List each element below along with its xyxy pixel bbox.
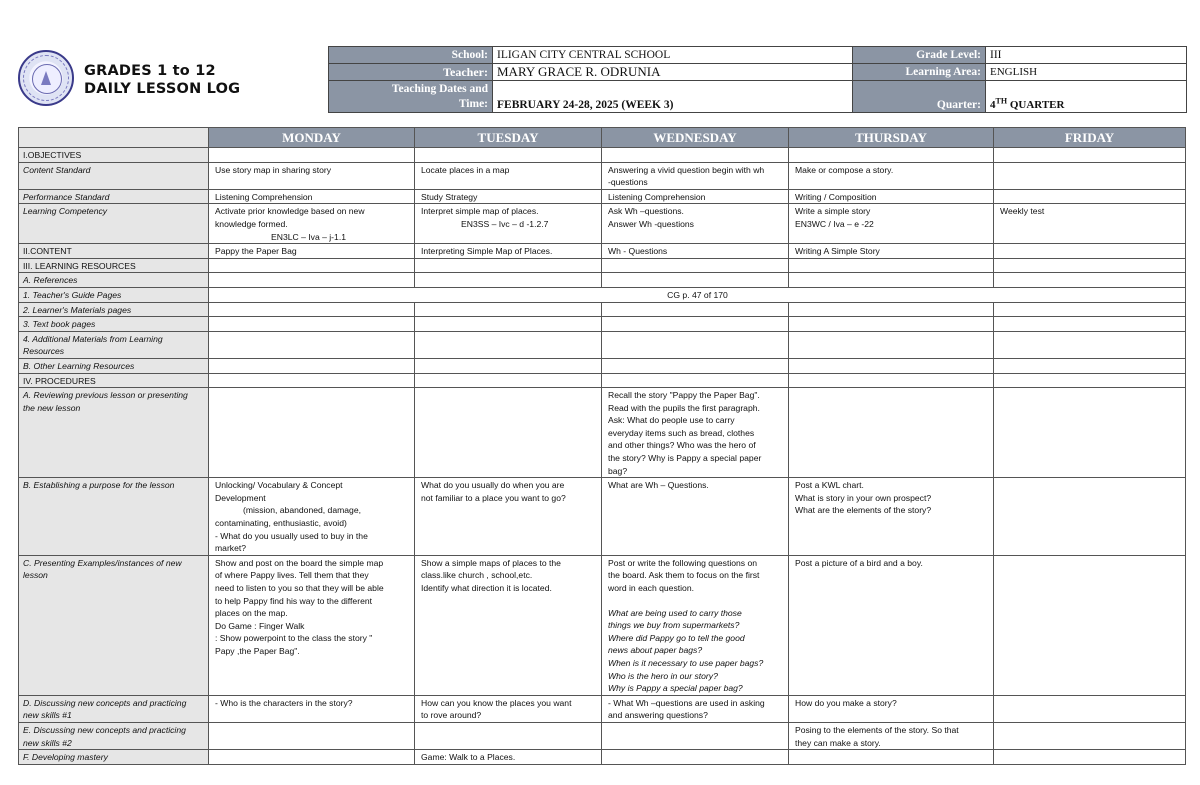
learning-competency-thu: Write a simple story EN3WC / Iva – e -22 bbox=[789, 204, 994, 244]
teaching-dates-label bbox=[329, 81, 493, 113]
proc-b-wed: What are Wh – Questions. bbox=[602, 478, 789, 556]
proc-e-label: E. Discussing new concepts and practicing new skills #2 bbox=[19, 722, 209, 749]
learning-competency-label: Learning Competency bbox=[19, 204, 209, 244]
content-label: II.CONTENT bbox=[19, 244, 209, 259]
proc-d-label: D. Discussing new concepts and practicing new skills #1 bbox=[19, 695, 209, 722]
day-wednesday: WEDNESDAY bbox=[602, 128, 789, 148]
teaching-dates-label-line2: Time: bbox=[458, 98, 488, 110]
grade-level-label: Grade Level: bbox=[853, 47, 986, 64]
proc-b-tue: What do you usually do when you are not familiar to a place you want to go? bbox=[415, 478, 602, 556]
daily-lesson-log-table bbox=[18, 127, 1186, 765]
table-row bbox=[19, 722, 1186, 749]
day-friday: FRIDAY bbox=[994, 128, 1186, 148]
teacher-label: Teacher: bbox=[329, 64, 493, 81]
learning-resources-label: III. LEARNING RESOURCES bbox=[19, 258, 209, 273]
proc-c-wed: Post or write the following questions on the board. Ask them to focus on the first word in each question. What are being used to carry those things we buy from supermarkets? Where did Pappy go to tell the good news about paper bags? When is it necessary to use paper bags? Who is the hero in our story? Why is Pappy a special paper bag? bbox=[602, 555, 789, 695]
table-row bbox=[19, 148, 1186, 163]
table-row bbox=[19, 750, 1186, 765]
document-title bbox=[84, 62, 240, 98]
corner-cell bbox=[19, 128, 209, 148]
proc-e-thu: Posing to the elements of the story. So that they can make a story. bbox=[789, 722, 994, 749]
content-mon: Pappy the Paper Bag bbox=[209, 244, 415, 259]
proc-c-mon: Show and post on the board the simple map of where Pappy lives. Tell them that they need to listen to you so that they will be able to help Pappy find his way to the different places on the map. Do Game : Finger Walk : Show powerpoint to the class the story " Papy ,the Paper Bag". bbox=[209, 555, 415, 695]
teaching-dates-value bbox=[493, 81, 853, 113]
table-row bbox=[19, 273, 1186, 288]
proc-b-label: B. Establishing a purpose for the lesson bbox=[19, 478, 209, 556]
learning-area-label: Learning Area: bbox=[853, 64, 986, 81]
content-standard-label: Content Standard bbox=[19, 162, 209, 189]
proc-b-thu: Post a KWL chart. What is story in your own prospect? What are the elements of the story? bbox=[789, 478, 994, 556]
header-info-table bbox=[328, 46, 1187, 113]
table-row bbox=[19, 287, 1186, 302]
proc-d-tue: How can you know the places you want to rove around? bbox=[415, 695, 602, 722]
proc-d-thu: How do you make a story? bbox=[789, 695, 994, 722]
quarter-suffix: TH bbox=[995, 96, 1008, 106]
quarter-value bbox=[986, 81, 1187, 113]
performance-standard-tue: Study Strategy bbox=[415, 189, 602, 204]
proc-c-thu: Post a picture of a bird and a boy. bbox=[789, 555, 994, 695]
learning-competency-tue: Interpret simple map of places. EN3SS – Ivc – d -1.2.7 bbox=[415, 204, 602, 244]
proc-c-tue: Show a simple maps of places to the class.like church , school,etc. Identify what direction it is located. bbox=[415, 555, 602, 695]
school-label: School: bbox=[329, 47, 493, 64]
table-row bbox=[19, 258, 1186, 273]
school-value: ILIGAN CITY CENTRAL SCHOOL bbox=[493, 47, 853, 64]
quarter-number: 4 bbox=[990, 99, 996, 111]
teachers-guide-value: CG p. 47 of 170 bbox=[209, 287, 1186, 302]
procedures-label: IV. PROCEDURES bbox=[19, 373, 209, 388]
proc-c-label: C. Presenting Examples/instances of new lesson bbox=[19, 555, 209, 695]
quarter-label: Quarter: bbox=[853, 81, 986, 113]
content-wed: Wh - Questions bbox=[602, 244, 789, 259]
proc-a-wed: Recall the story "Pappy the Paper Bag". Read with the pupils the first paragraph. Ask: What do people use to carry everyday items such as bread, clothes and other things? Who was the hero of the story? Why is Pappy a special paper bag? bbox=[602, 388, 789, 478]
textbook-pages-label: 3. Text book pages bbox=[19, 317, 209, 332]
teaching-dates-label-line1: Teaching Dates and bbox=[391, 83, 488, 95]
proc-d-mon: - Who is the characters in the story? bbox=[209, 695, 415, 722]
day-thursday: THURSDAY bbox=[789, 128, 994, 148]
proc-b-mon: Unlocking/ Vocabulary & Concept Development (mission, abandoned, damage, contaminating, enthusiastic, avoid) - What do you usually used to buy in the market? bbox=[209, 478, 415, 556]
title-line-2: DAILY LESSON LOG bbox=[84, 81, 241, 97]
teachers-guide-label: 1. Teacher's Guide Pages bbox=[19, 287, 209, 302]
table-row bbox=[19, 478, 1186, 556]
table-row bbox=[19, 189, 1186, 204]
proc-f-label: F. Developing mastery bbox=[19, 750, 209, 765]
learning-competency-fri: Weekly test bbox=[994, 204, 1186, 244]
references-label: A. References bbox=[19, 273, 209, 288]
performance-standard-mon: Listening Comprehension bbox=[209, 189, 415, 204]
table-row bbox=[19, 388, 1186, 478]
learning-area-value: ENGLISH bbox=[986, 64, 1187, 81]
day-monday: MONDAY bbox=[209, 128, 415, 148]
table-row bbox=[19, 555, 1186, 695]
performance-standard-wed: Listening Comprehension bbox=[602, 189, 789, 204]
table-row bbox=[19, 358, 1186, 373]
quarter-text: QUARTER bbox=[1007, 99, 1065, 111]
learning-competency-wed: Ask Wh –questions. Answer Wh -questions bbox=[602, 204, 789, 244]
table-row bbox=[19, 244, 1186, 259]
other-resources-label: B. Other Learning Resources bbox=[19, 358, 209, 373]
table-row bbox=[19, 373, 1186, 388]
deped-seal-logo bbox=[18, 50, 74, 106]
table-row bbox=[19, 162, 1186, 189]
proc-f-tue: Game: Walk to a Places. bbox=[415, 750, 602, 765]
content-standard-thu: Make or compose a story. bbox=[789, 162, 994, 189]
content-tue: Interpreting Simple Map of Places. bbox=[415, 244, 602, 259]
day-tuesday: TUESDAY bbox=[415, 128, 602, 148]
performance-standard-label: Performance Standard bbox=[19, 189, 209, 204]
teacher-value: MARY GRACE R. ODRUNIA bbox=[493, 64, 853, 81]
objectives-label: I.OBJECTIVES bbox=[19, 148, 209, 163]
proc-a-label: A. Reviewing previous lesson or presenting the new lesson bbox=[19, 388, 209, 478]
learners-materials-label: 2. Learner's Materials pages bbox=[19, 302, 209, 317]
additional-materials-label: 4. Additional Materials from Learning Resources bbox=[19, 331, 209, 358]
content-thu: Writing A Simple Story bbox=[789, 244, 994, 259]
teaching-dates-text: FEBRUARY 24-28, 2025 (WEEK 3) bbox=[497, 99, 674, 111]
performance-standard-thu: Writing / Composition bbox=[789, 189, 994, 204]
table-row bbox=[19, 302, 1186, 317]
grade-level-value: III bbox=[986, 47, 1187, 64]
table-row bbox=[19, 204, 1186, 244]
content-standard-tue: Locate places in a map bbox=[415, 162, 602, 189]
days-header-row bbox=[19, 128, 1186, 148]
table-row bbox=[19, 331, 1186, 358]
content-standard-mon: Use story map in sharing story bbox=[209, 162, 415, 189]
proc-d-wed: - What Wh –questions are used in asking and answering questions? bbox=[602, 695, 789, 722]
content-standard-wed: Answering a vivid question begin with wh -questions bbox=[602, 162, 789, 189]
table-row bbox=[19, 317, 1186, 332]
title-line-1: GRADES 1 to 12 bbox=[84, 63, 216, 79]
table-row bbox=[19, 695, 1186, 722]
learning-competency-mon: Activate prior knowledge based on new knowledge formed. EN3LC – Iva – j-1.1 bbox=[209, 204, 415, 244]
